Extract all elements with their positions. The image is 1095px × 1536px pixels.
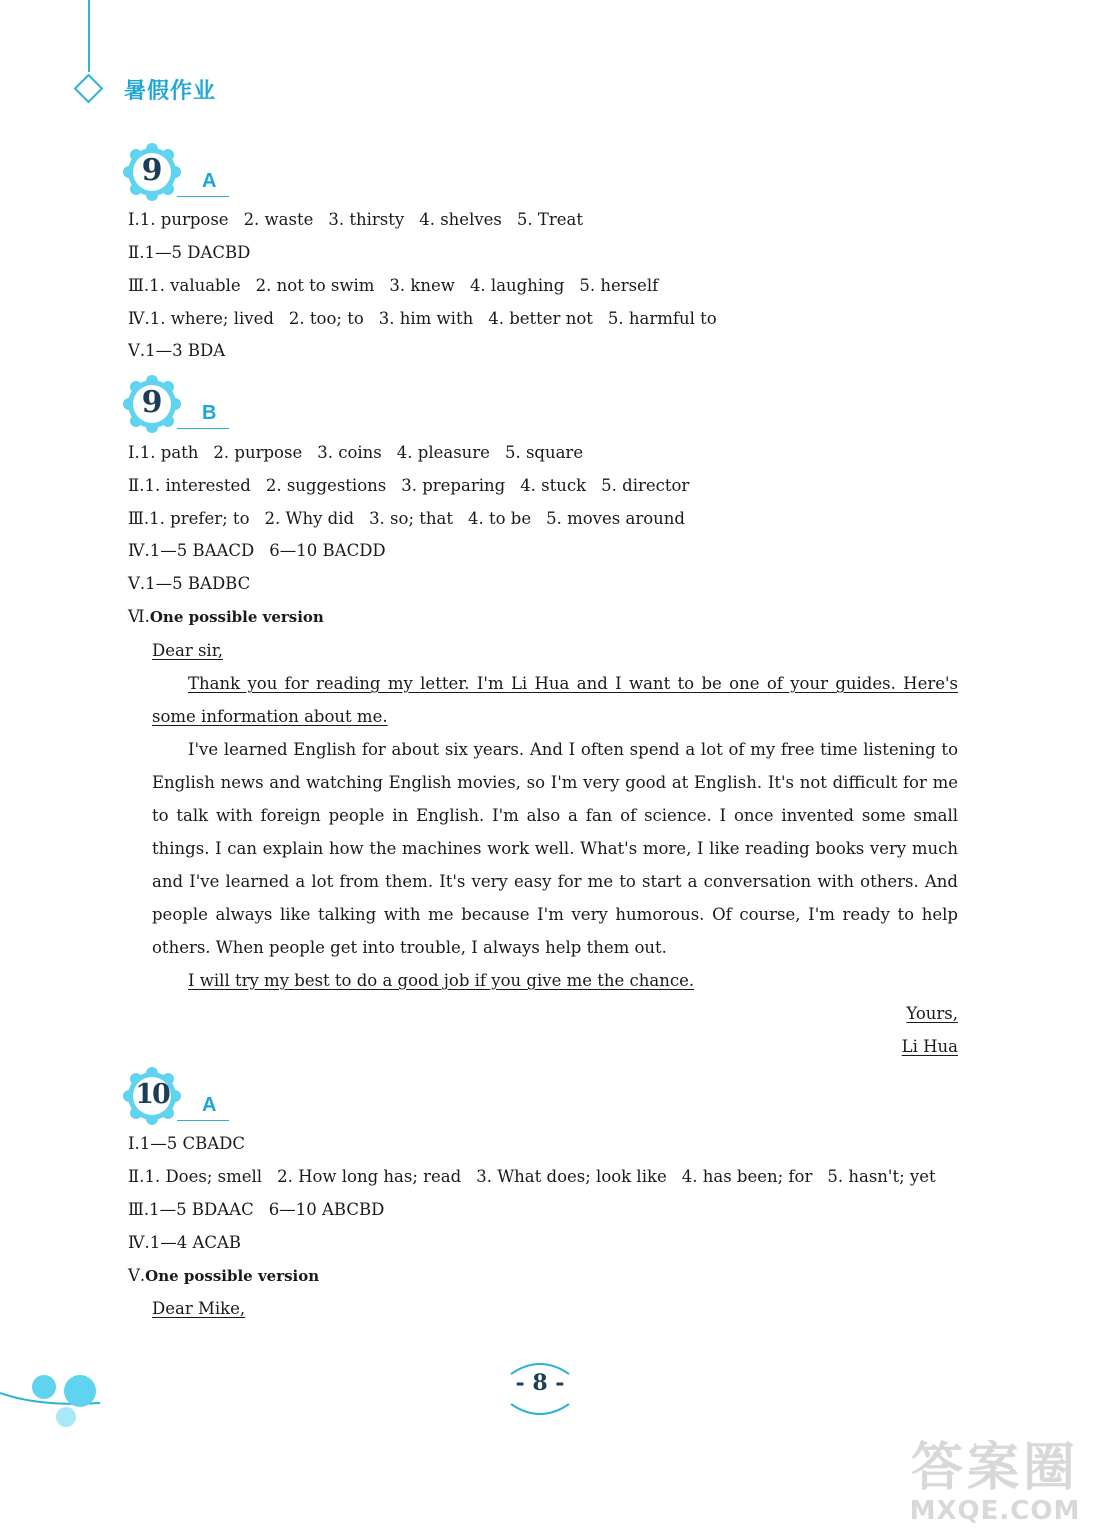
diamond-icon <box>74 74 104 104</box>
header-rule <box>88 0 90 72</box>
answer-line: Ⅲ.1—5 BDAAC 6—10 ABCBD <box>128 1200 385 1219</box>
answer-line: Ⅵ.One possible version <box>128 607 324 626</box>
answer-line: Ⅲ.1. prefer; to 2. Why did 3. so; that 4. to be 5. moves around <box>128 509 685 528</box>
unit-part-letter: A <box>202 1094 217 1116</box>
watermark-logo: 答案圈 MXQE.COM <box>909 1438 1081 1526</box>
answer-line: Ⅱ.1. Does; smell 2. How long has; read 3. What does; look like 4. has been; for 5. hasn't; yet <box>128 1167 936 1186</box>
page-number: - 8 - <box>515 1370 565 1396</box>
letter-paragraph: I've learned English for about six years. And I often spend a lot of my free time listening to English news and watching English movies, so I'm very good at English. It's not difficult for me to talk with foreign people in English. I'm also a fan of science. I once invented some small things. I can explain how the machines work well. What's more, I like reading books very much and I've learned a lot from them. It's very easy for me to start a conversation with others. And people always like talking with me because I'm very humorous. Of course, I'm ready to help others. When people get into trouble, I always help them out. <box>152 740 958 957</box>
letter-paragraph: Thank you for reading my letter. I'm Li Hua and I want to be one of your guides. Here's some information about me. <box>152 674 958 726</box>
answer-line: Ⅴ.1—3 BDA <box>128 341 226 360</box>
answer-line: Ⅱ.1. interested 2. suggestions 3. preparing 4. stuck 5. director <box>128 476 690 495</box>
letter-signature: Li Hua <box>901 1037 958 1056</box>
bubbles-decoration <box>0 1365 110 1435</box>
unit-underline <box>177 1120 229 1121</box>
answer-line: Ⅰ.1—5 CBADC <box>128 1134 246 1153</box>
flower-badge-icon <box>122 374 182 434</box>
answer-line: Ⅰ.1. purpose 2. waste 3. thirsty 4. shelves 5. Treat <box>128 210 584 229</box>
letter-greeting: Dear sir, <box>152 641 224 660</box>
letter-greeting: Dear Mike, <box>152 1299 246 1318</box>
unit-number: 9 <box>141 153 163 188</box>
unit-underline <box>177 428 229 429</box>
flower-badge-icon <box>122 1066 182 1126</box>
answer-line: Ⅲ.1. valuable 2. not to swim 3. knew 4. laughing 5. herself <box>128 276 659 295</box>
sample-letter <box>152 634 958 1063</box>
letter-paragraph: I will try my best to do a good job if you give me the chance. <box>188 971 695 990</box>
answer-line: Ⅳ.1. where; lived 2. too; to 3. him with 4. better not 5. harmful to <box>128 309 717 328</box>
unit-part-letter: B <box>202 402 217 424</box>
answer-line: Ⅱ.1—5 DACBD <box>128 243 251 262</box>
unit-heading-9b <box>122 374 252 454</box>
sample-letter <box>152 1292 958 1325</box>
answer-line: Ⅳ.1—4 ACAB <box>128 1233 242 1252</box>
unit-number: 10 <box>135 1079 169 1110</box>
page-number-badge <box>505 1360 575 1418</box>
answer-line: Ⅳ.1—5 BAACD 6—10 BACDD <box>128 541 386 560</box>
letter-closing: Yours, <box>906 1004 958 1023</box>
unit-part-letter: A <box>202 170 217 192</box>
answer-line: Ⅴ.One possible version <box>128 1266 320 1285</box>
answer-line: Ⅰ.1. path 2. purpose 3. coins 4. pleasure 5. square <box>128 443 584 462</box>
unit-number: 9 <box>141 385 163 420</box>
answer-line: Ⅴ.1—5 BADBC <box>128 574 251 593</box>
header-title: 暑假作业 <box>124 79 217 104</box>
unit-underline <box>177 196 229 197</box>
flower-badge-icon <box>122 142 182 202</box>
